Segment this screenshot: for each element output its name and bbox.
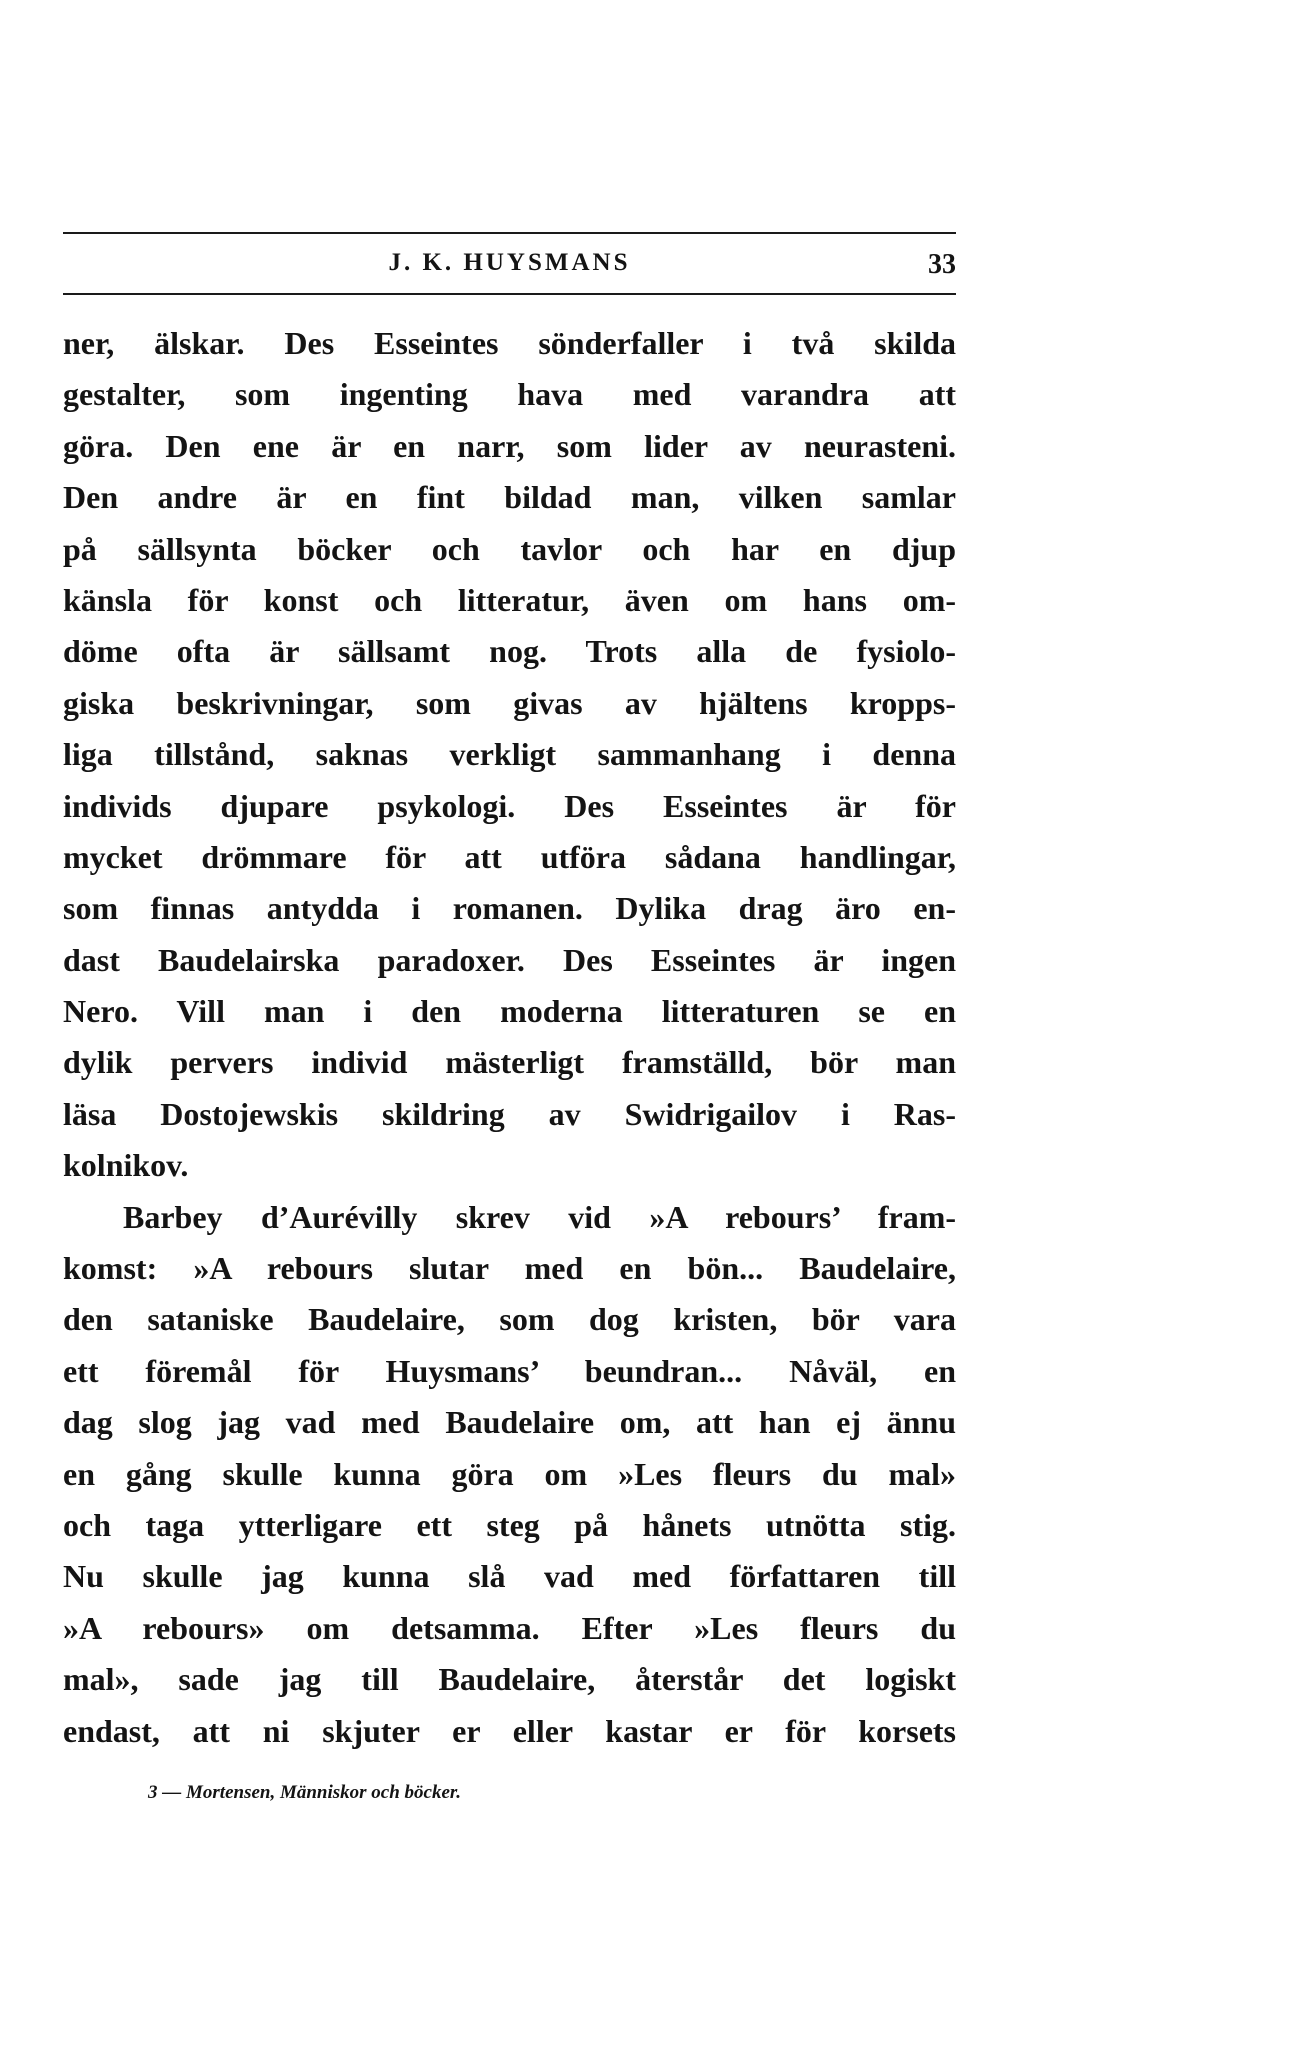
text-line: den sataniske Baudelaire, som dog kristen, bör vara <box>63 1301 956 1338</box>
text-line: komst: »A rebours slutar med en bön... Baudelaire, <box>63 1250 956 1287</box>
text-line: Den andre är en fint bildad man, vilken samlar <box>63 479 956 516</box>
text-line: göra. Den ene är en narr, som lider av neurasteni. <box>63 427 956 464</box>
text-line: dast Baudelairska paradoxer. Des Esseintes är ingen <box>63 941 956 978</box>
text-line: Nero. Vill man i den moderna litteraturen se en <box>63 993 956 1030</box>
header-rule-bottom <box>63 293 956 295</box>
text-line: »A rebours» om detsamma. Efter »Les fleurs du <box>63 1609 956 1646</box>
body-text <box>63 318 956 1757</box>
text-line: mycket drömmare för att utföra sådana handlingar, <box>63 838 956 875</box>
text-line: dag slog jag vad med Baudelaire om, att han ej ännu <box>63 1404 956 1441</box>
text-line: ner, älskar. Des Esseintes sönderfaller i två skilda <box>63 325 956 361</box>
header-rule-top <box>63 232 956 234</box>
text-line: liga tillstånd, saknas verkligt sammanhang i denna <box>63 736 956 773</box>
text-line: ett föremål för Huysmans’ beundran... Nåväl, en <box>63 1352 956 1389</box>
paragraph <box>63 1192 956 1757</box>
text-line: endast, att ni skjuter er eller kastar er för korsets <box>63 1712 956 1749</box>
text-line: och taga ytterligare ett steg på hånets utnötta stig. <box>63 1506 956 1543</box>
text-line: på sällsynta böcker och tavlor och har en djup <box>63 530 956 567</box>
text-line: läsa Dostojewskis skildring av Swidrigailov i Ras- <box>63 1095 956 1132</box>
running-title: J. K. HUYSMANS <box>388 249 631 276</box>
text-line: gestalter, som ingenting hava med varandra att <box>63 376 956 413</box>
text-line: döme ofta är sällsamt nog. Trots alla de fysiolo- <box>63 633 956 670</box>
text-line: giska beskrivningar, som givas av hjältens kropps- <box>63 684 956 721</box>
signature-line: 3 — Mortensen, Människor och böcker. <box>148 1782 462 1803</box>
text-line: kolnikov. <box>63 1147 189 1184</box>
text-line: Barbey d’Aurévilly skrev vid »A rebours’ fram- <box>123 1198 956 1235</box>
running-head <box>63 249 956 285</box>
text-line: en gång skulle kunna göra om »Les fleurs du mal» <box>63 1455 956 1492</box>
page-number: 33 <box>928 249 956 280</box>
text-line: dylik pervers individ mästerligt framställd, bör man <box>63 1044 956 1081</box>
text-line: Nu skulle jag kunna slå vad med författaren till <box>63 1558 956 1595</box>
text-line: som finnas antydda i romanen. Dylika drag äro en- <box>63 890 956 927</box>
text-line: individs djupare psykologi. Des Esseintes är för <box>63 787 956 824</box>
paragraph <box>63 318 956 1192</box>
text-line: mal», sade jag till Baudelaire, återstår det logiskt <box>63 1661 956 1698</box>
text-line: känsla för konst och litteratur, även om hans om- <box>63 581 956 618</box>
